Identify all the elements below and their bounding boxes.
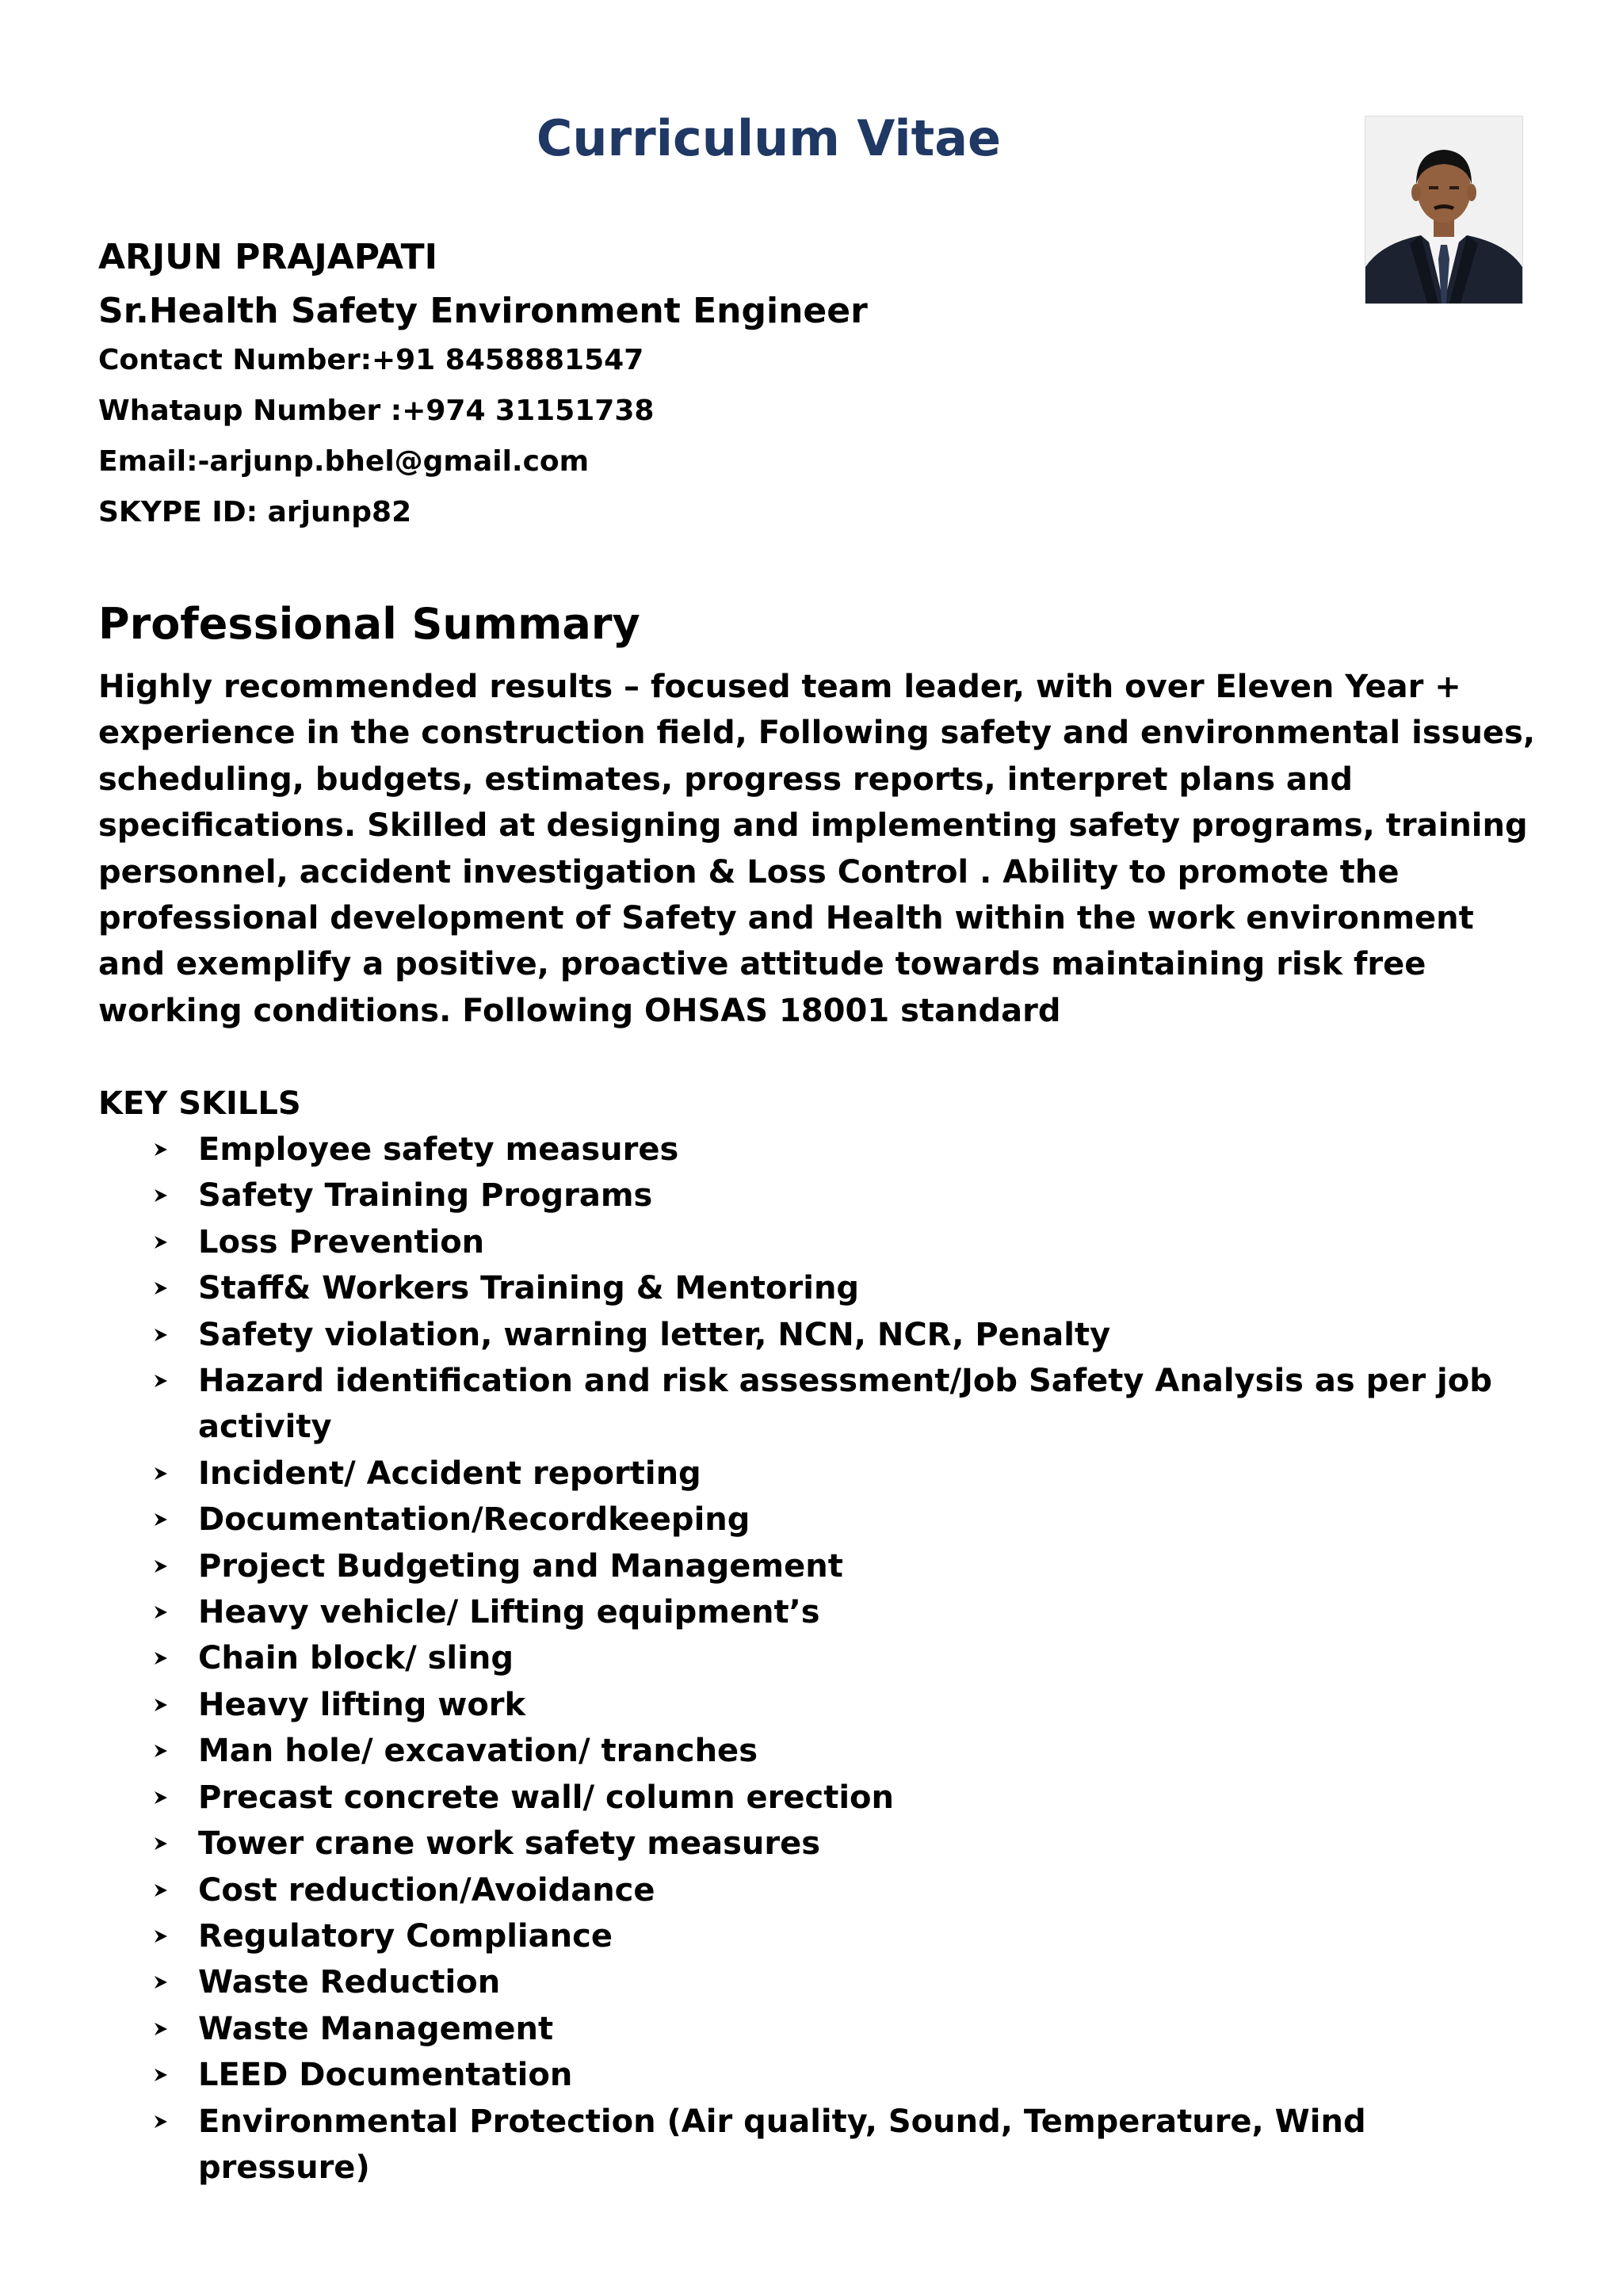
arrowhead-bullet-icon: [151, 1821, 171, 1867]
skill-item: [98, 2052, 1525, 2098]
arrowhead-bullet-icon: [151, 1913, 171, 1959]
skill-label: Waste Management: [198, 2010, 554, 2047]
skill-label: Tower crane work safety measures: [198, 1825, 821, 1863]
skype-id: SKYPE ID: arjunp82: [98, 496, 412, 528]
email-address: Email:-arjunp.bhel@gmail.com: [98, 445, 590, 478]
skill-item: [98, 1173, 1525, 1219]
skill-label: Hazard identification and risk assessment/Job Safety Analysis as per job activity: [198, 1363, 1492, 1446]
skill-item: [98, 1867, 1525, 1913]
skill-item: [98, 1543, 1525, 1589]
arrowhead-bullet-icon: [151, 1358, 171, 1404]
arrowhead-bullet-icon: [151, 1265, 171, 1311]
arrowhead-bullet-icon: [151, 1775, 171, 1821]
skill-item: [98, 1497, 1525, 1543]
whatsapp-number: Whataup Number :+974 31151738: [98, 395, 655, 427]
arrowhead-bullet-icon: [151, 1543, 171, 1589]
arrowhead-bullet-icon: [151, 1635, 171, 1681]
skill-item: [98, 1265, 1525, 1311]
skill-label: Regulatory Compliance: [198, 1917, 613, 1955]
arrowhead-bullet-icon: [151, 2006, 171, 2052]
skill-label: Environmental Protection (Air quality, Sound, Temperature, Wind pressure): [198, 2103, 1366, 2186]
arrowhead-bullet-icon: [151, 1867, 171, 1913]
skill-label: Chain block/ sling: [198, 1640, 514, 1677]
contact-details: [98, 335, 654, 538]
skill-label: Heavy lifting work: [198, 1686, 526, 1723]
skill-label: Loss Prevention: [198, 1223, 485, 1261]
skill-label: LEED Documentation: [198, 2057, 573, 2094]
skill-item: [98, 1821, 1525, 1867]
arrowhead-bullet-icon: [151, 1173, 171, 1219]
skill-label: Documentation/Recordkeeping: [198, 1501, 750, 1539]
arrowhead-bullet-icon: [151, 1219, 171, 1265]
skill-item: [98, 2006, 1525, 2052]
arrowhead-bullet-icon: [151, 2052, 171, 2098]
document-title: Curriculum Vitae: [536, 109, 1002, 167]
skill-label: Safety Training Programs: [198, 1177, 653, 1215]
skill-label: Man hole/ excavation/ tranches: [198, 1733, 758, 1770]
profile-photo: [1365, 116, 1523, 304]
skill-item: [98, 1219, 1525, 1265]
skill-item: [98, 1635, 1525, 1681]
contact-number: Contact Number:+91 8458881547: [98, 344, 644, 376]
candidate-name: ARJUN PRAJAPATI: [98, 237, 438, 277]
skill-label: Cost reduction/Avoidance: [198, 1871, 655, 1909]
skill-label: Safety violation, warning letter, NCN, NCR, Penalty: [198, 1316, 1111, 1353]
skill-item: [98, 1312, 1525, 1358]
skill-label: Precast concrete wall/ column erection: [198, 1779, 894, 1816]
job-title: Sr.Health Safety Environment Engineer: [98, 291, 868, 331]
arrowhead-bullet-icon: [151, 1312, 171, 1358]
arrowhead-bullet-icon: [151, 1959, 171, 2005]
skill-item: [98, 1728, 1525, 1774]
arrowhead-bullet-icon: [151, 1682, 171, 1728]
summary-heading: Professional Summary: [98, 599, 640, 649]
skill-item: [98, 1775, 1525, 1821]
skill-item: [98, 1959, 1525, 2005]
skill-label: Employee safety measures: [198, 1131, 679, 1168]
arrowhead-bullet-icon: [151, 1451, 171, 1497]
skill-label: Heavy vehicle/ Lifting equipment’s: [198, 1594, 820, 1631]
arrowhead-bullet-icon: [151, 1497, 171, 1543]
skill-label: Waste Reduction: [198, 1964, 501, 2001]
person-portrait-icon: [1365, 116, 1522, 303]
arrowhead-bullet-icon: [151, 2099, 171, 2145]
arrowhead-bullet-icon: [151, 1127, 171, 1173]
skill-item: [98, 1682, 1525, 1728]
skill-item: [98, 1589, 1525, 1635]
skill-label: Incident/ Accident reporting: [198, 1455, 701, 1492]
key-skills-list: [98, 1127, 1525, 2191]
arrowhead-bullet-icon: [151, 1728, 171, 1774]
skill-item: [98, 1358, 1525, 1451]
skill-item: [98, 1451, 1525, 1497]
summary-text: Highly recommended results – focused team leader, with over Eleven Year + experience in the construction field, Following safety and environmental issues, scheduling, budgets, estimates, progress reports, interpret plans and specifications. Skilled at designing and implementing safety programs, training personnel, accident investigation & Loss Control . Ability to promote the professional development of Safety and Health within the work environment and exemplify a positive, proactive attitude towards maintaining risk free working conditions. Following OHSAS 18001 standard: [98, 669, 1536, 1029]
skill-item: [98, 1127, 1525, 1173]
skill-item: [98, 1913, 1525, 1959]
key-skills-heading: KEY SKILLS: [98, 1085, 301, 1122]
arrowhead-bullet-icon: [151, 1589, 171, 1635]
skill-item: [98, 2099, 1525, 2191]
skill-label: Project Budgeting and Management: [198, 1547, 843, 1585]
skill-label: Staff& Workers Training & Mentoring: [198, 1270, 860, 1307]
